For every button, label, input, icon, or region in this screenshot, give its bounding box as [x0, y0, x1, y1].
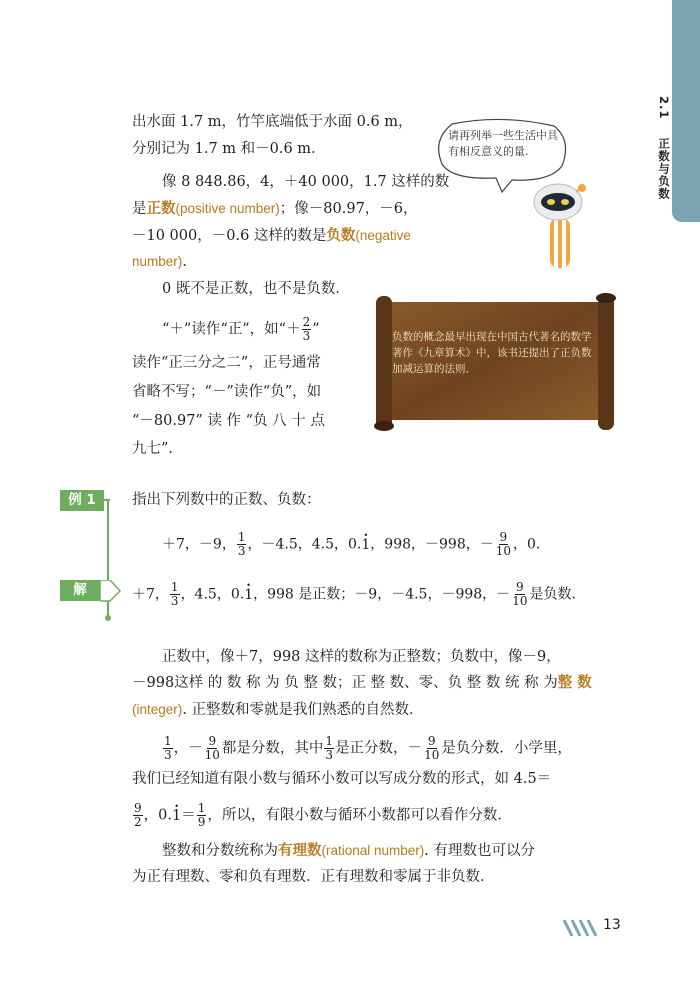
solution-text: ，4.5，0.: [180, 586, 245, 603]
reading-text: ”: [312, 321, 320, 338]
solution-tag: 解: [60, 580, 100, 601]
integers-text: －998这样 的 数 称 为 负 整 数；正 整 数、零、负 整 数 统 称 为: [132, 675, 558, 691]
repeating-digit: 1 •: [244, 584, 253, 606]
fraction: [133, 802, 143, 829]
definition-text: ；像－80.97，－6，: [279, 201, 418, 217]
integer-term-en: (integer): [132, 702, 183, 717]
fraction-numerator: 9: [134, 801, 142, 815]
definition-line-3: [132, 225, 411, 247]
fraction-numerator: 9: [516, 580, 524, 594]
fraction-denominator: 9: [197, 815, 206, 829]
fraction-numerator: 9: [499, 530, 508, 544]
negative-term: 负数: [326, 228, 356, 244]
definition-line-2: [132, 198, 418, 220]
intro-line-2: 分别记为 1.7 m 和－0.6 m．: [132, 141, 326, 157]
scroll-text: 负数的概念最早出现在中国古代著名的数学著作《九章算术》中，该书还提出了正负数加减运算的法则．: [392, 331, 592, 375]
positive-term-en: (positive number): [175, 201, 280, 216]
example-connector-line: [96, 490, 126, 624]
fractions-text: ，0.: [143, 807, 172, 824]
rational-line-1: [162, 840, 535, 862]
repeating-digit: 1 •: [172, 805, 181, 827]
reading-text: “＋”读作“正”，如“＋: [162, 321, 301, 338]
fraction-denominator: 3: [164, 748, 172, 762]
section-title: 正数与负数: [657, 137, 671, 200]
fractions-text: ，所以，有限小数与循环小数都可以看作分数．: [207, 807, 512, 824]
fraction-numerator: 9: [208, 734, 217, 748]
fractions-text: 是负分数．小学里，: [441, 740, 572, 757]
fraction: [170, 581, 180, 608]
integers-line-1: 正数中，像＋7，998 这样的数称为正整数；负数中，像－9，: [162, 649, 561, 665]
number-text: ＋7，－9，: [162, 536, 236, 553]
number-text: ，0.: [513, 536, 541, 553]
reading-line-4: “－80.97” 读 作 “负 八 十 点: [132, 413, 325, 429]
fraction-denominator: 3: [237, 544, 246, 558]
fraction: [495, 531, 512, 558]
fractions-text: 都是分数，其中: [221, 740, 324, 757]
rational-term-en: (rational number): [321, 843, 425, 858]
definition-text: .: [182, 254, 187, 270]
rational-text: . 有理数也可以分: [424, 843, 536, 859]
fraction-numerator: 9: [427, 734, 436, 748]
fraction-denominator: 3: [170, 594, 179, 608]
fraction-numerator: 1: [237, 530, 246, 544]
definition-text: －10 000，－0.6 这样的数是: [132, 228, 327, 244]
example-question: 指出下列数中的正数、负数：: [132, 492, 321, 508]
fraction-denominator: 10: [495, 544, 512, 558]
fraction: [324, 735, 334, 762]
integers-line-3: [132, 699, 424, 721]
solution-text: 是负数．: [529, 586, 586, 603]
zero-note: 0 既不是正数，也不是负数．: [162, 281, 350, 297]
fraction-denominator: 10: [204, 748, 220, 762]
negative-term-en: (negative: [355, 228, 411, 243]
fractions-line-2: 我们已经知道有限小数与循环小数可以写成分数的形式，如 4.5＝: [132, 771, 552, 787]
negative-term-en-cont: number): [132, 254, 183, 269]
fraction-denominator: 3: [325, 748, 334, 762]
fractions-text: 是正分数，－: [335, 740, 423, 757]
reading-line-3: 省略不写；“－”读作“负”，如: [132, 384, 322, 400]
definition-line-4: [132, 251, 187, 273]
solution-arrow-icon: [100, 580, 122, 602]
fraction-denominator: 2: [134, 815, 142, 829]
fractions-text: ，－: [173, 740, 203, 757]
fraction-denominator: 10: [424, 748, 440, 762]
intro-line-1: 出水面 1.7 m，竹竿底端低于水面 0.6 m，: [132, 114, 413, 130]
integer-term: 整 数: [557, 675, 592, 691]
robot-mascot-icon: [526, 178, 590, 270]
fraction-numerator: 1: [164, 734, 172, 748]
chapter-side-label: [646, 96, 672, 200]
solution-text: ＋7，: [132, 586, 169, 603]
number-text: ，－4.5，4.5，0.: [247, 536, 362, 553]
integers-text: . 正整数和零就是我们熟悉的自然数．: [182, 702, 424, 718]
fractions-line-1: [162, 735, 572, 762]
positive-term: 正数: [146, 201, 176, 217]
definition-text: 是: [132, 201, 147, 217]
rational-term: 有理数: [278, 843, 322, 859]
fraction: [511, 581, 528, 608]
fraction: [204, 735, 221, 762]
speech-bubble-text: 请再列举一些生活中具有相反意义的量.: [448, 129, 558, 158]
fraction-denominator: 3: [302, 329, 311, 343]
reading-line-2: 读作“正三分之二”，正号通常: [132, 355, 321, 371]
example-number-list: [162, 531, 540, 558]
fraction: [197, 802, 207, 829]
reading-line-5: 九七”．: [132, 441, 183, 457]
rational-line-2: 为正有理数、零和负有理数．正有理数和零属于非负数．: [132, 869, 495, 885]
fractions-line-3: [132, 802, 512, 829]
reading-line-1: [162, 316, 320, 343]
solution-line: [132, 581, 585, 608]
fraction-numerator: 1: [170, 580, 179, 594]
fraction: [302, 316, 312, 343]
section-number: 2.1: [657, 96, 671, 120]
repeating-digit: 1 •: [361, 534, 370, 556]
solution-text: ，998 是正数；－9，－4.5，－998，－: [253, 586, 511, 603]
fraction-denominator: 10: [512, 594, 528, 608]
fraction-numerator: 2: [302, 315, 311, 329]
fraction-numerator: 1: [325, 734, 334, 748]
page-stripes-icon: [560, 918, 600, 938]
example-1-tag: 例 1: [60, 490, 104, 511]
rational-text: 整数和分数统称为: [162, 843, 278, 859]
fraction-numerator: 1: [197, 801, 206, 815]
page-number: 13: [603, 917, 621, 933]
fractions-text: ＝: [181, 807, 196, 824]
fraction: [163, 735, 173, 762]
fraction: [237, 531, 247, 558]
number-text: ，998，－998，－: [370, 536, 494, 553]
fraction: [423, 735, 440, 762]
integers-line-2: [132, 672, 592, 694]
chapter-side-tab: [672, 0, 700, 222]
definition-line-1: 像 8 848.86，4，＋40 000，1.7 这样的数: [162, 174, 450, 190]
